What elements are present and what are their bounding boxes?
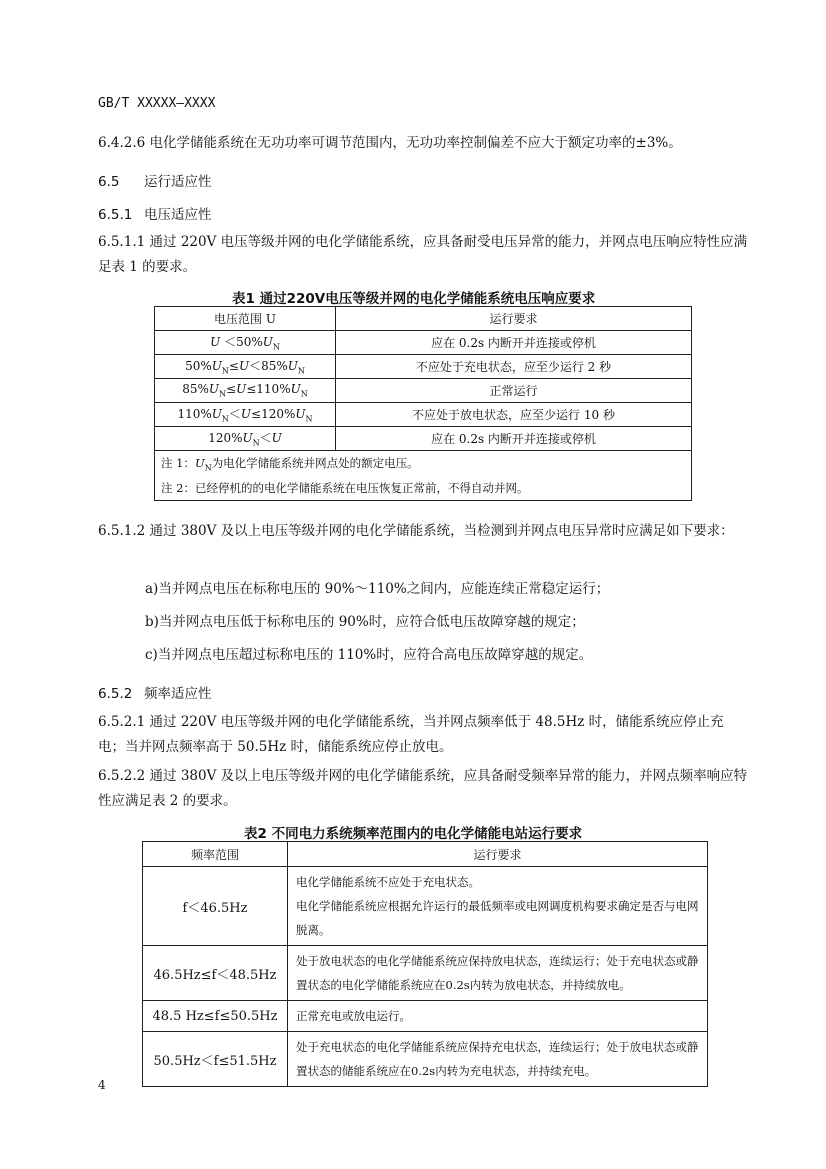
table-header-row bbox=[155, 307, 692, 331]
list-item-a: a)当并网点电压在标称电压的 90%～110%之间内，应能连续正常稳定运行； bbox=[145, 581, 610, 597]
voltage-range-cell: $50\%U_N\le U<85\%U_N$ bbox=[155, 355, 336, 379]
frequency-range-table bbox=[142, 841, 708, 1087]
table-row bbox=[155, 403, 692, 427]
table-note-row bbox=[155, 451, 692, 501]
list-item-c: c)当并网点电压超过标称电压的 110%时，应符合高电压故障穿越的规定。 bbox=[145, 647, 593, 663]
clause-6-5-2-2: 6.5.2.2 通过 380V 及以上电压等级并网的电化学储能系统，应具备耐受频率异常的能力，并网点频率响应特性应满足表 2 的要求。 bbox=[98, 768, 748, 809]
heading-number: 6.5.1 bbox=[98, 207, 133, 223]
voltage-response-table bbox=[154, 306, 692, 501]
heading-6-5 bbox=[98, 170, 212, 190]
clause-6-5-2-1: 6.5.2.1 通过 220V 电压等级并网的电化学储能系统，当并网点频率低于 48.5Hz 时，储能系统应停止充电；当并网点频率高于 50.5Hz 时，储能系统应停止放电。 bbox=[98, 714, 724, 755]
frequency-range-cell: f＜46.5Hz bbox=[143, 867, 288, 946]
frequency-range-cell: 50.5Hz＜f≤51.5Hz bbox=[143, 1032, 288, 1087]
requirement-cell: 电化学储能系统不应处于充电状态。 电化学储能系统应根据允许运行的最低频率或电网调度机构要求确定是否与电网脱离。 bbox=[288, 867, 708, 946]
frequency-range-cell: 46.5Hz≤f＜48.5Hz bbox=[143, 946, 288, 1001]
header-cell: 频率范围 bbox=[143, 842, 288, 867]
standard-code: GB/T XXXXX—XXXX bbox=[98, 96, 216, 111]
clause-6-5-1-1: 6.5.1.1 通过 220V 电压等级并网的电化学储能系统，应具备耐受电压异常的能力，并网点电压响应特性应满足表 1 的要求。 bbox=[98, 234, 748, 275]
page-number: 4 bbox=[98, 1078, 106, 1092]
table2-title: 表2 不同电力系统频率范围内的电化学储能电站运行要求 bbox=[244, 826, 583, 842]
requirement-cell: 处于放电状态的电化学储能系统应保持放电状态，连续运行；处于充电状态或静置状态的电化学储能系统应在0.2s内转为放电状态，并持续放电。 bbox=[288, 946, 708, 1001]
voltage-range-cell: $85\%U_N\le U\le 110\%U_N$ bbox=[155, 379, 336, 403]
clause-6-4-2-6: 6.4.2.6 电化学储能系统在无功功率可调节范围内，无功功率控制偏差不应大于额定功率的±3%。 bbox=[98, 135, 682, 151]
frequency-range-cell: 48.5 Hz≤f≤50.5Hz bbox=[143, 1001, 288, 1032]
requirement-cell: 正常运行 bbox=[336, 379, 692, 403]
table-row bbox=[155, 427, 692, 451]
voltage-range-cell: $U <50\%U_N$ bbox=[155, 331, 336, 355]
heading-number: 6.5 bbox=[98, 174, 120, 190]
requirement-cell: 正常充电或放电运行。 bbox=[288, 1001, 708, 1032]
table-row bbox=[155, 331, 692, 355]
heading-title: 频率适应性 bbox=[144, 686, 212, 702]
requirement-cell: 应在 0.2s 内断开并连接或停机 bbox=[336, 331, 692, 355]
heading-title: 运行适应性 bbox=[144, 174, 212, 190]
heading-6-5-1 bbox=[98, 203, 212, 223]
table-header-row bbox=[143, 842, 708, 867]
table-row bbox=[155, 379, 692, 403]
header-cell: 电压范围 U bbox=[155, 307, 336, 331]
table-row bbox=[143, 1001, 708, 1032]
note-1: 注 1：$U_N$为电化学储能系统并网点处的额定电压。 bbox=[161, 456, 419, 473]
clause-6-5-1-2: 6.5.1.2 通过 380V 及以上电压等级并网的电化学储能系统，当检测到并网点电压异常时应满足如下要求： bbox=[98, 523, 734, 539]
heading-6-5-2 bbox=[98, 682, 212, 702]
table-row bbox=[143, 867, 708, 946]
requirement-cell: 处于充电状态的电化学储能系统应保持充电状态，连续运行；处于放电状态或静置状态的储能系统应在0.2s内转为充电状态，并持续充电。 bbox=[288, 1032, 708, 1087]
table-row bbox=[155, 355, 692, 379]
heading-title: 电压适应性 bbox=[144, 207, 212, 223]
requirement-cell: 应在 0.2s 内断开并连接或停机 bbox=[336, 427, 692, 451]
voltage-range-cell: $110\%U_N<U\le 120\%U_N$ bbox=[155, 403, 336, 427]
heading-number: 6.5.2 bbox=[98, 686, 133, 702]
header-cell: 运行要求 bbox=[288, 842, 708, 867]
table1-title: 表1 通过220V电压等级并网的电化学储能系统电压响应要求 bbox=[232, 291, 596, 307]
table-notes bbox=[155, 451, 692, 501]
requirement-cell: 不应处于放电状态，应至少运行 10 秒 bbox=[336, 403, 692, 427]
table-row bbox=[143, 946, 708, 1001]
requirement-cell: 不应处于充电状态，应至少运行 2 秒 bbox=[336, 355, 692, 379]
note-2: 注 2：已经停机的的电化学储能系统在电压恢复正常前，不得自动并网。 bbox=[161, 481, 529, 496]
table-row bbox=[143, 1032, 708, 1087]
voltage-range-cell: $120\%U_N<U$ bbox=[155, 427, 336, 451]
list-item-b: b)当并网点电压低于标称电压的 90%时，应符合低电压故障穿越的规定； bbox=[145, 614, 585, 630]
header-cell: 运行要求 bbox=[336, 307, 692, 331]
